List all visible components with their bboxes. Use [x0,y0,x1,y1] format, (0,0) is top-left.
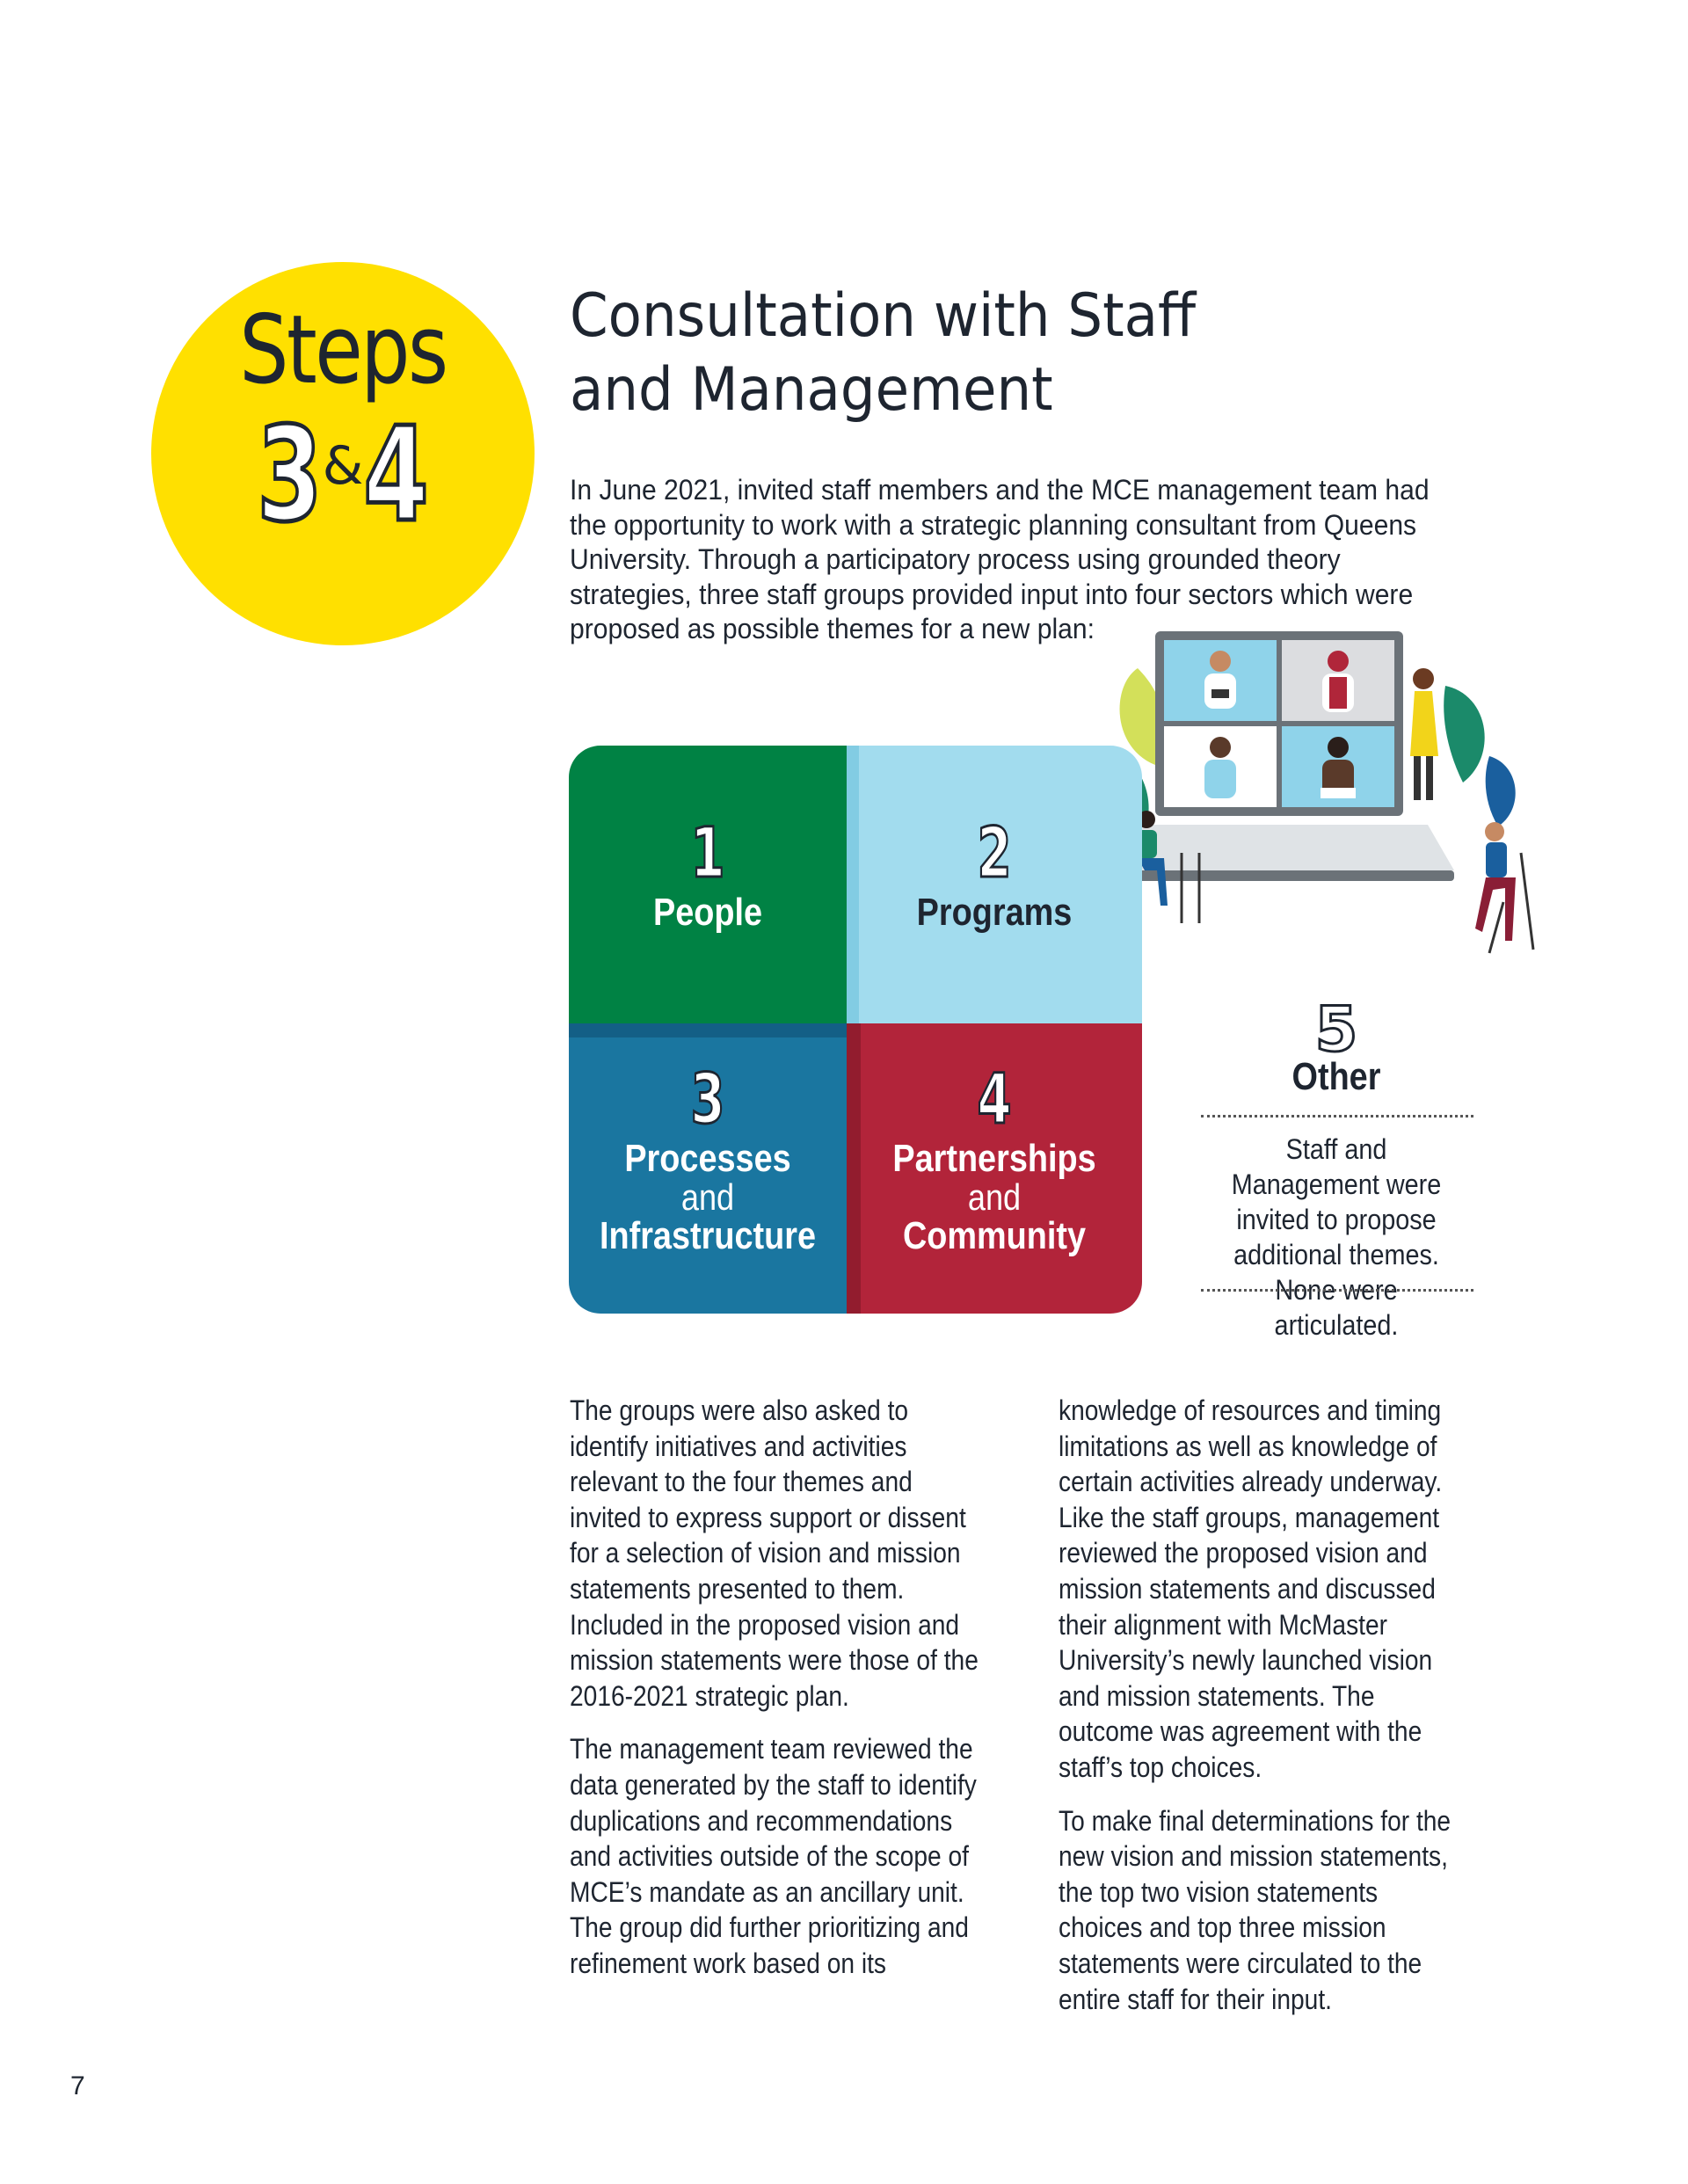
page-title-line-2: and Management [570,355,1053,425]
body-column-right [1059,1393,1468,2017]
theme-number: 1 [690,814,725,893]
theme-partnerships [847,1023,1142,1314]
theme-programs [847,746,1142,1023]
other-label: Other [1291,1055,1381,1098]
page-number: 7 [70,2071,85,2100]
theme-label-and: and [680,1176,735,1218]
body-column-left [570,1393,979,1982]
leaf-icon [1486,756,1516,826]
theme-number: 4 [977,1060,1012,1139]
leaf-icon [1444,686,1484,783]
body-paragraph: To make final determinations for the new vision and mission statements, the top two vision statements choices and top three mission statements were circulated to the entire staff for their input. [1059,1804,1452,2015]
cell-accent-strip [847,1023,861,1314]
theme-people [569,746,847,1023]
theme-label: Infrastructure [599,1214,817,1257]
other-number: 5 [1314,994,1358,1066]
theme-label: People [652,891,763,934]
steps-ampersand: & [322,435,364,497]
theme-number: 2 [977,814,1012,893]
theme-label: Processes [624,1137,791,1180]
divider [1201,1115,1473,1117]
page-title [570,280,1298,427]
theme-processes [569,1023,847,1314]
page-title-line-1: Consultation with Staff [570,281,1197,351]
body-paragraph: knowledge of resources and timing limitations as well as knowledge of certain activities already underway. Like the staff groups, management reviewed the proposed vision and mission statements and discussed their alignment with McMaster University’s newly launched vision and mission statements. The outcome was agreement with the staff’s top choices. [1059,1394,1443,1783]
divider [1201,1289,1473,1292]
other-description: Staff and Management were invited to propose additional themes. None were articulated. [1231,1133,1442,1341]
intro-paragraph: In June 2021, invited staff members and the MCE management team had the opportunity to work with a strategic planning consultant from Queens University. Through a participatory process using grounded theory strategies, three staff groups provided input into four sectors which were proposed as possible themes for a new plan: [570,474,1430,644]
steps-numbers [151,399,535,550]
theme-label: Programs [916,891,1073,934]
theme-label: Partnerships [892,1137,1096,1180]
video-meeting-illustration [1076,615,1551,958]
cell-accent-strip [569,1023,847,1037]
cell-accent-strip [847,746,859,1023]
steps-word: Steps [239,295,447,405]
theme-label: Community [902,1214,1087,1257]
step-number-4: 4 [363,399,429,550]
theme-grid [569,746,1142,1314]
steps-badge [151,262,535,645]
theme-label-and: and [967,1176,1022,1218]
step-number-3: 3 [257,399,323,550]
body-paragraph: The groups were also asked to identify initiatives and activities relevant to the four themes and invited to express support or dissent for a selection of vision and mission statements presented to them. Included in the proposed vision and mission statements were those of the 2016-2021 strategic plan. [570,1394,979,1712]
theme-number: 3 [690,1060,725,1139]
body-paragraph: The management team reviewed the data generated by the staff to identify duplications and recommendations and activities outside of the scope of MCE’s mandate as an ancillary unit. The group did further prioritizing and refinement work based on its [570,1733,977,1979]
